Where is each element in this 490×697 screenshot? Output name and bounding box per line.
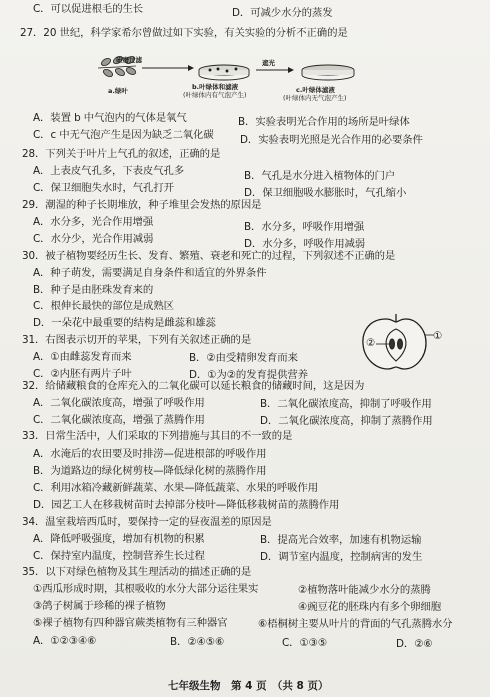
q34-stem: 34．温室栽培西瓜时，要保持一定的昼夜温差的原因是 [22,516,272,528]
q27-option-c: C．c 中无气泡产生是因为缺乏二氧化碳 [33,129,214,141]
prev-option-c: C．可以促进根毛的生长 [33,3,144,15]
q29-option-a: A．水分多，光合作用增强 [33,216,154,228]
arrow1-label: 研磨过滤 [116,56,142,64]
q30-option-a: A．种子萌发，需要满足自身条件和适宜的外界条件 [33,267,267,279]
q31-option-d: D．①为②的发育提供营养 [189,369,308,381]
q35-statement-5: ⑤裸子植物有四种器官蕨类植物有三种器官 [33,617,228,629]
q28-option-a: A．上表皮气孔多，下表皮气孔多 [33,165,185,177]
q33-stem: 33．日常生活中，人们采取的下列措施与其目的不一致的是 [22,430,293,442]
q28-stem: 28．下列关于叶片上气孔的叙述，正确的是 [22,148,221,160]
q31-option-c: C．②内胚有两片子叶 [33,368,132,380]
q32-option-d: D．二氧化碳浓度高，抑制了蒸腾作用 [260,415,433,427]
q34-option-a: A．降低呼吸强度，增加有机物的积累 [33,533,205,545]
q31-stem: 31．右图表示切开的苹果，下列有关叙述正确的是 [22,334,252,346]
q29-stem: 29．潮湿的种子长期堆放，种子堆里会发热的原因是 [22,199,262,211]
q32-stem: 32．给储藏粮食的仓库充入的二氧化碳可以延长粮食的储藏时间，这是因为 [22,380,365,392]
q29-option-c: C．水分少，光合作用减弱 [33,233,154,245]
q28-option-d: D．保卫细胞吸水膨胀时，气孔缩小 [244,187,407,199]
q34-option-b: B．提高光合效率，加速有机物运输 [260,534,422,546]
prev-option-d: D．可减少水分的蒸发 [232,7,333,19]
q30-option-c: C．根伸长最快的部位是成熟区 [33,300,174,312]
label-c2: (叶绿体内无气泡产生) [283,94,347,102]
label-c1: c.叶绿体滤液 [296,86,335,94]
q33-option-c: C．利用冰箱冷藏新鲜蔬菜、水果—降低蔬菜、水果的呼吸作用 [33,482,318,494]
q33-option-d: D．园艺工人在移栽树苗时去掉部分枝叶—降低移栽树苗的蒸腾作用 [33,499,340,511]
q30-option-d: D．一朵花中最重要的结构是雌蕊和雄蕊 [33,317,216,329]
q35-statement-2: ②植物落叶能减少水分的蒸腾 [298,584,431,596]
fig-label-1: ① [433,330,443,342]
q31-option-b: B．②由受精卵发育而来 [189,352,298,364]
label-a: a.绿叶 [108,87,128,95]
q27-option-b: B．实验表明光合作用的场所是叶绿体 [238,116,410,128]
page-footer: 七年级生物 第 4 页 （共 8 页） [168,680,329,692]
q33-option-a: A．水淹后的农田要及时排涝—促进根部的呼吸作用 [33,448,267,460]
q34-option-c: C．保持室内温度，控制营养生长过程 [33,550,205,562]
q28-option-b: B．气孔是水分进入植物体的门户 [244,170,396,182]
q29-option-b: B．水分多，呼吸作用增强 [244,221,365,233]
q27-option-a: A．装置 b 中气泡内的气体是氧气 [33,112,187,124]
q29-option-d: D．水分多，呼吸作用减弱 [244,238,366,250]
q32-option-c: C．二氧化碳浓度高，增强了蒸腾作用 [33,414,205,426]
q30-stem: 30．被子植物要经历生长、发育、繁殖、衰老和死亡的过程，下列叙述不正确的是 [22,250,396,262]
q35-stem: 35．以下对绿色植物及其生理活动的描述正确的是 [22,566,252,578]
q35-option-b: B．②④⑤⑥ [170,636,225,648]
q27-option-d: D．实验表明光照是光合作用的必要条件 [240,134,423,146]
q35-statement-6: ⑥梧桐树主要从叶片的背面的气孔蒸腾水分 [258,618,453,630]
q35-statement-3: ③鸽子树属于珍稀的裸子植物 [33,600,166,612]
petri-dish-c-icon [302,65,354,80]
q27-stem: 27．20 世纪，科学家希尔曾做过如下实验，有关实验的分析不正确的是 [20,27,348,39]
q32-option-a: A．二氧化碳浓度高，增强了呼吸作用 [33,397,205,409]
label-b1: b.叶绿体和滤液 [192,83,239,91]
q31-option-a: A．①由雌蕊发育而来 [33,351,132,363]
q35-option-a: A．①②③④⑥ [33,635,97,647]
q35-statement-1: ①西瓜形成时期，其根吸收的水分大部分运往果实 [33,583,259,595]
fig-label-2: ② [366,337,376,349]
label-b2: (叶绿体内有气泡产生) [183,91,247,99]
q34-option-d: D．调节室内温度，控制病害的发生 [260,551,423,563]
q28-option-c: C．保卫细胞失水时，气孔打开 [33,182,174,194]
q30-option-b: B．种子是由胚珠发育来的 [33,284,154,296]
q35-option-d: D．②⑥ [396,638,433,650]
arrow2-label: 遮光 [262,59,275,67]
q32-option-b: B．二氧化碳浓度高，抑制了呼吸作用 [260,398,432,410]
q35-statement-4: ④豌豆花的胚珠内有多个卵细胞 [298,601,441,613]
q35-option-c: C．①③⑤ [282,637,328,649]
q33-option-b: B．为道路边的绿化树剪枝—降低绿化树的蒸腾作用 [33,465,267,477]
petri-dish-b-icon [199,65,249,80]
